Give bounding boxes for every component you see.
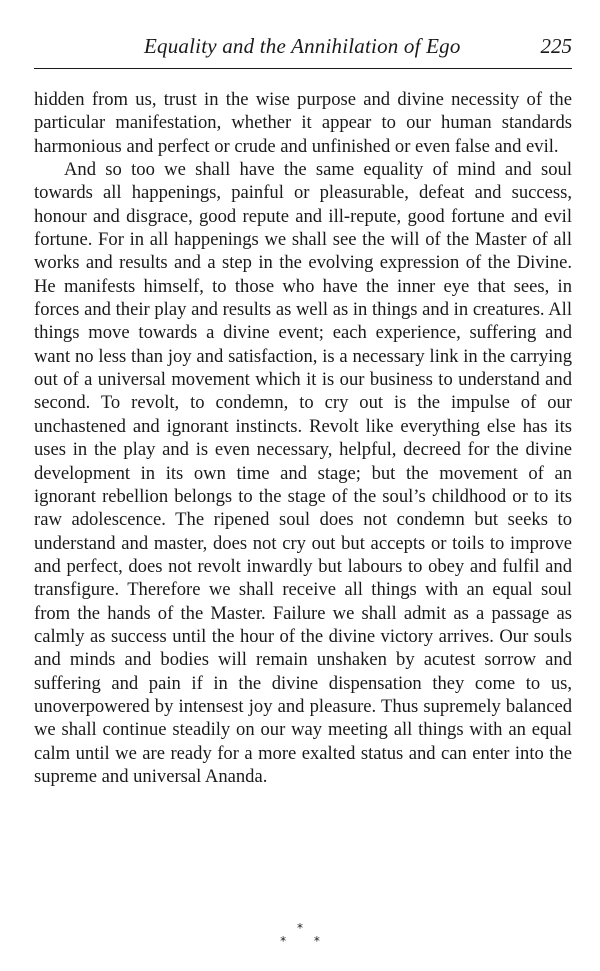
paragraph-continuation: hidden from us, trust in the wise purpose and divine necessity of the particular manifestation, whether it appear to our human standards harmonious and perfect or crude and unfinished or even false and evil. <box>34 89 572 157</box>
running-header-title: Equality and the Annihilation of Ego <box>144 34 461 58</box>
page-number: 225 <box>540 34 572 58</box>
running-header <box>34 28 572 69</box>
asterism-bottom: * * <box>280 934 332 948</box>
body-text <box>34 88 572 788</box>
section-separator-asterism <box>0 922 600 948</box>
asterism-top: * <box>297 921 303 935</box>
paragraph-equality-of-soul: And so too we shall have the same equality of mind and soul towards all happenings, painful or pleasurable, defeat and success, honour and disgrace, good repute and ill-repute, good fortune and evil fortune. For in all happenings we shall see the will of the Master of all works and results and a step in the evolving expression of the Divine. He manifests himself, to those who have the inner eye that sees, in forces and their play and results as well as in things and in creatures. All things move towards a divine event; each experience, suffering and want no less than joy and satisfaction, is a necessary link in the carrying out of a universal movement which it is our business to understand and second. To revolt, to condemn, to cry out is the impulse of our unchastened and ignorant instincts. Revolt like everything else has its uses in the play and is even necessary, helpful, decreed for the divine development in its own time and stage; but the movement of an ignorant rebellion belongs to the stage of the soul’s childhood or to its raw adolescence. The ripened soul does not condemn but seeks to understand and master, does not cry out but accepts or toils to improve and perfect, does not revolt inwardly but labours to obey and fulfil and transfigure. Therefore we shall receive all things with an equal soul from the hands of the Master. Failure we shall admit as a passage as calmly as success until the hour of the divine victory arrives. Our souls and minds and bodies will remain unshaken by acutest sorrow and suffering and pain if in the divine dispensation they come to us, unoverpowered by intensest joy and pleasure. Thus supremely balanced we shall continue steadily on our way meeting all things with an equal calm until we are ready for a more exalted status and can enter into the supreme and universal Ananda. <box>34 159 572 787</box>
